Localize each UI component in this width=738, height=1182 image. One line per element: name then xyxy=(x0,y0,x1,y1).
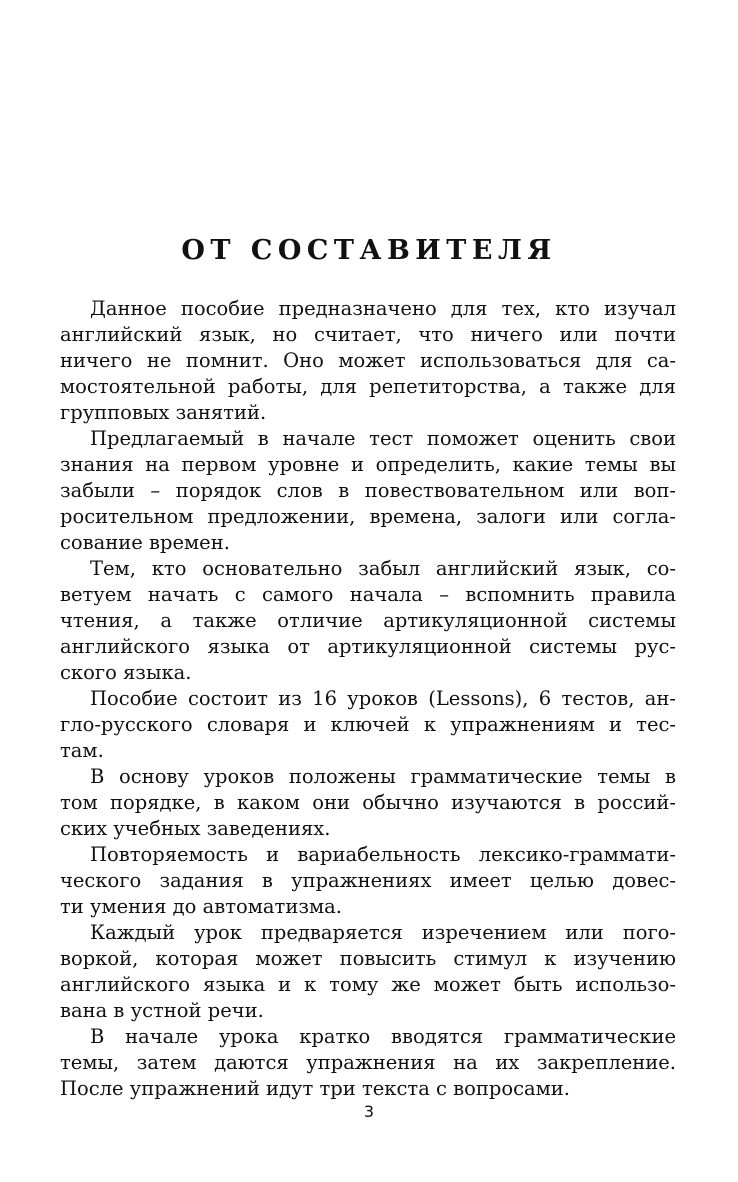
text-line: английского языка и к тому же может быть использо- xyxy=(60,973,676,996)
page-title: ОТ СОСТАВИТЕЛЯ xyxy=(181,235,557,266)
text-line: ческого задания в упражнениях имеет целью довес- xyxy=(60,869,676,892)
text-line: Каждый урок предваряется изречением или пого- xyxy=(90,921,676,944)
text-line: Тем, кто основательно забыл английский язык, со- xyxy=(90,557,676,580)
text-line: там. xyxy=(60,739,104,762)
text-line: В начале урока кратко вводятся грамматические xyxy=(90,1025,676,1048)
text-line: ничего не помнит. Оно может использоваться для са- xyxy=(60,349,676,372)
text-line: ти умения до автоматизма. xyxy=(60,895,342,918)
text-line: английского языка от артикуляционной системы рус- xyxy=(60,635,676,658)
text-line: знания на первом уровне и определить, какие темы вы xyxy=(60,453,676,476)
text-line: ского языка. xyxy=(60,661,192,684)
text-line: В основу уроков положены грамматические темы в xyxy=(90,765,676,788)
text-line: групповых занятий. xyxy=(60,401,267,424)
text-line: Данное пособие предназначено для тех, кто изучал xyxy=(90,297,676,320)
text-line: После упражнений идут три текста с вопросами. xyxy=(60,1077,570,1100)
text-line: Предлагаемый в начале тест поможет оценить свои xyxy=(90,427,676,450)
text-line: росительном предложении, времена, залоги или согла- xyxy=(60,505,676,528)
text-line: вана в устной речи. xyxy=(60,999,264,1022)
text-line: сование времен. xyxy=(60,531,230,554)
text-line: мостоятельной работы, для репетиторства, а также для xyxy=(60,375,676,398)
text-line: забыли – порядок слов в повествовательном или воп- xyxy=(60,479,676,502)
text-line: Пособие состоит из 16 уроков (Lessons), 6 тестов, ан- xyxy=(90,687,676,710)
text-line: ветуем начать с самого начала – вспомнить правила xyxy=(60,583,676,606)
text-line: Повторяемость и вариабельность лексико-граммати- xyxy=(90,843,676,866)
page-number: 3 xyxy=(363,1102,375,1121)
text-line: чтения, а также отличие артикуляционной системы xyxy=(60,609,676,632)
text-line: темы, затем даются упражнения на их закрепление. xyxy=(60,1051,676,1074)
text-line: английский язык, но считает, что ничего или почти xyxy=(60,323,676,346)
text-line: гло-русского словаря и ключей к упражнениям и тес- xyxy=(60,713,676,736)
text-line: том порядке, в каком они обычно изучаются в россий- xyxy=(60,791,676,814)
text-line: воркой, которая может повысить стимул к изучению xyxy=(60,947,676,970)
text-line: ских учебных заведениях. xyxy=(60,817,331,840)
